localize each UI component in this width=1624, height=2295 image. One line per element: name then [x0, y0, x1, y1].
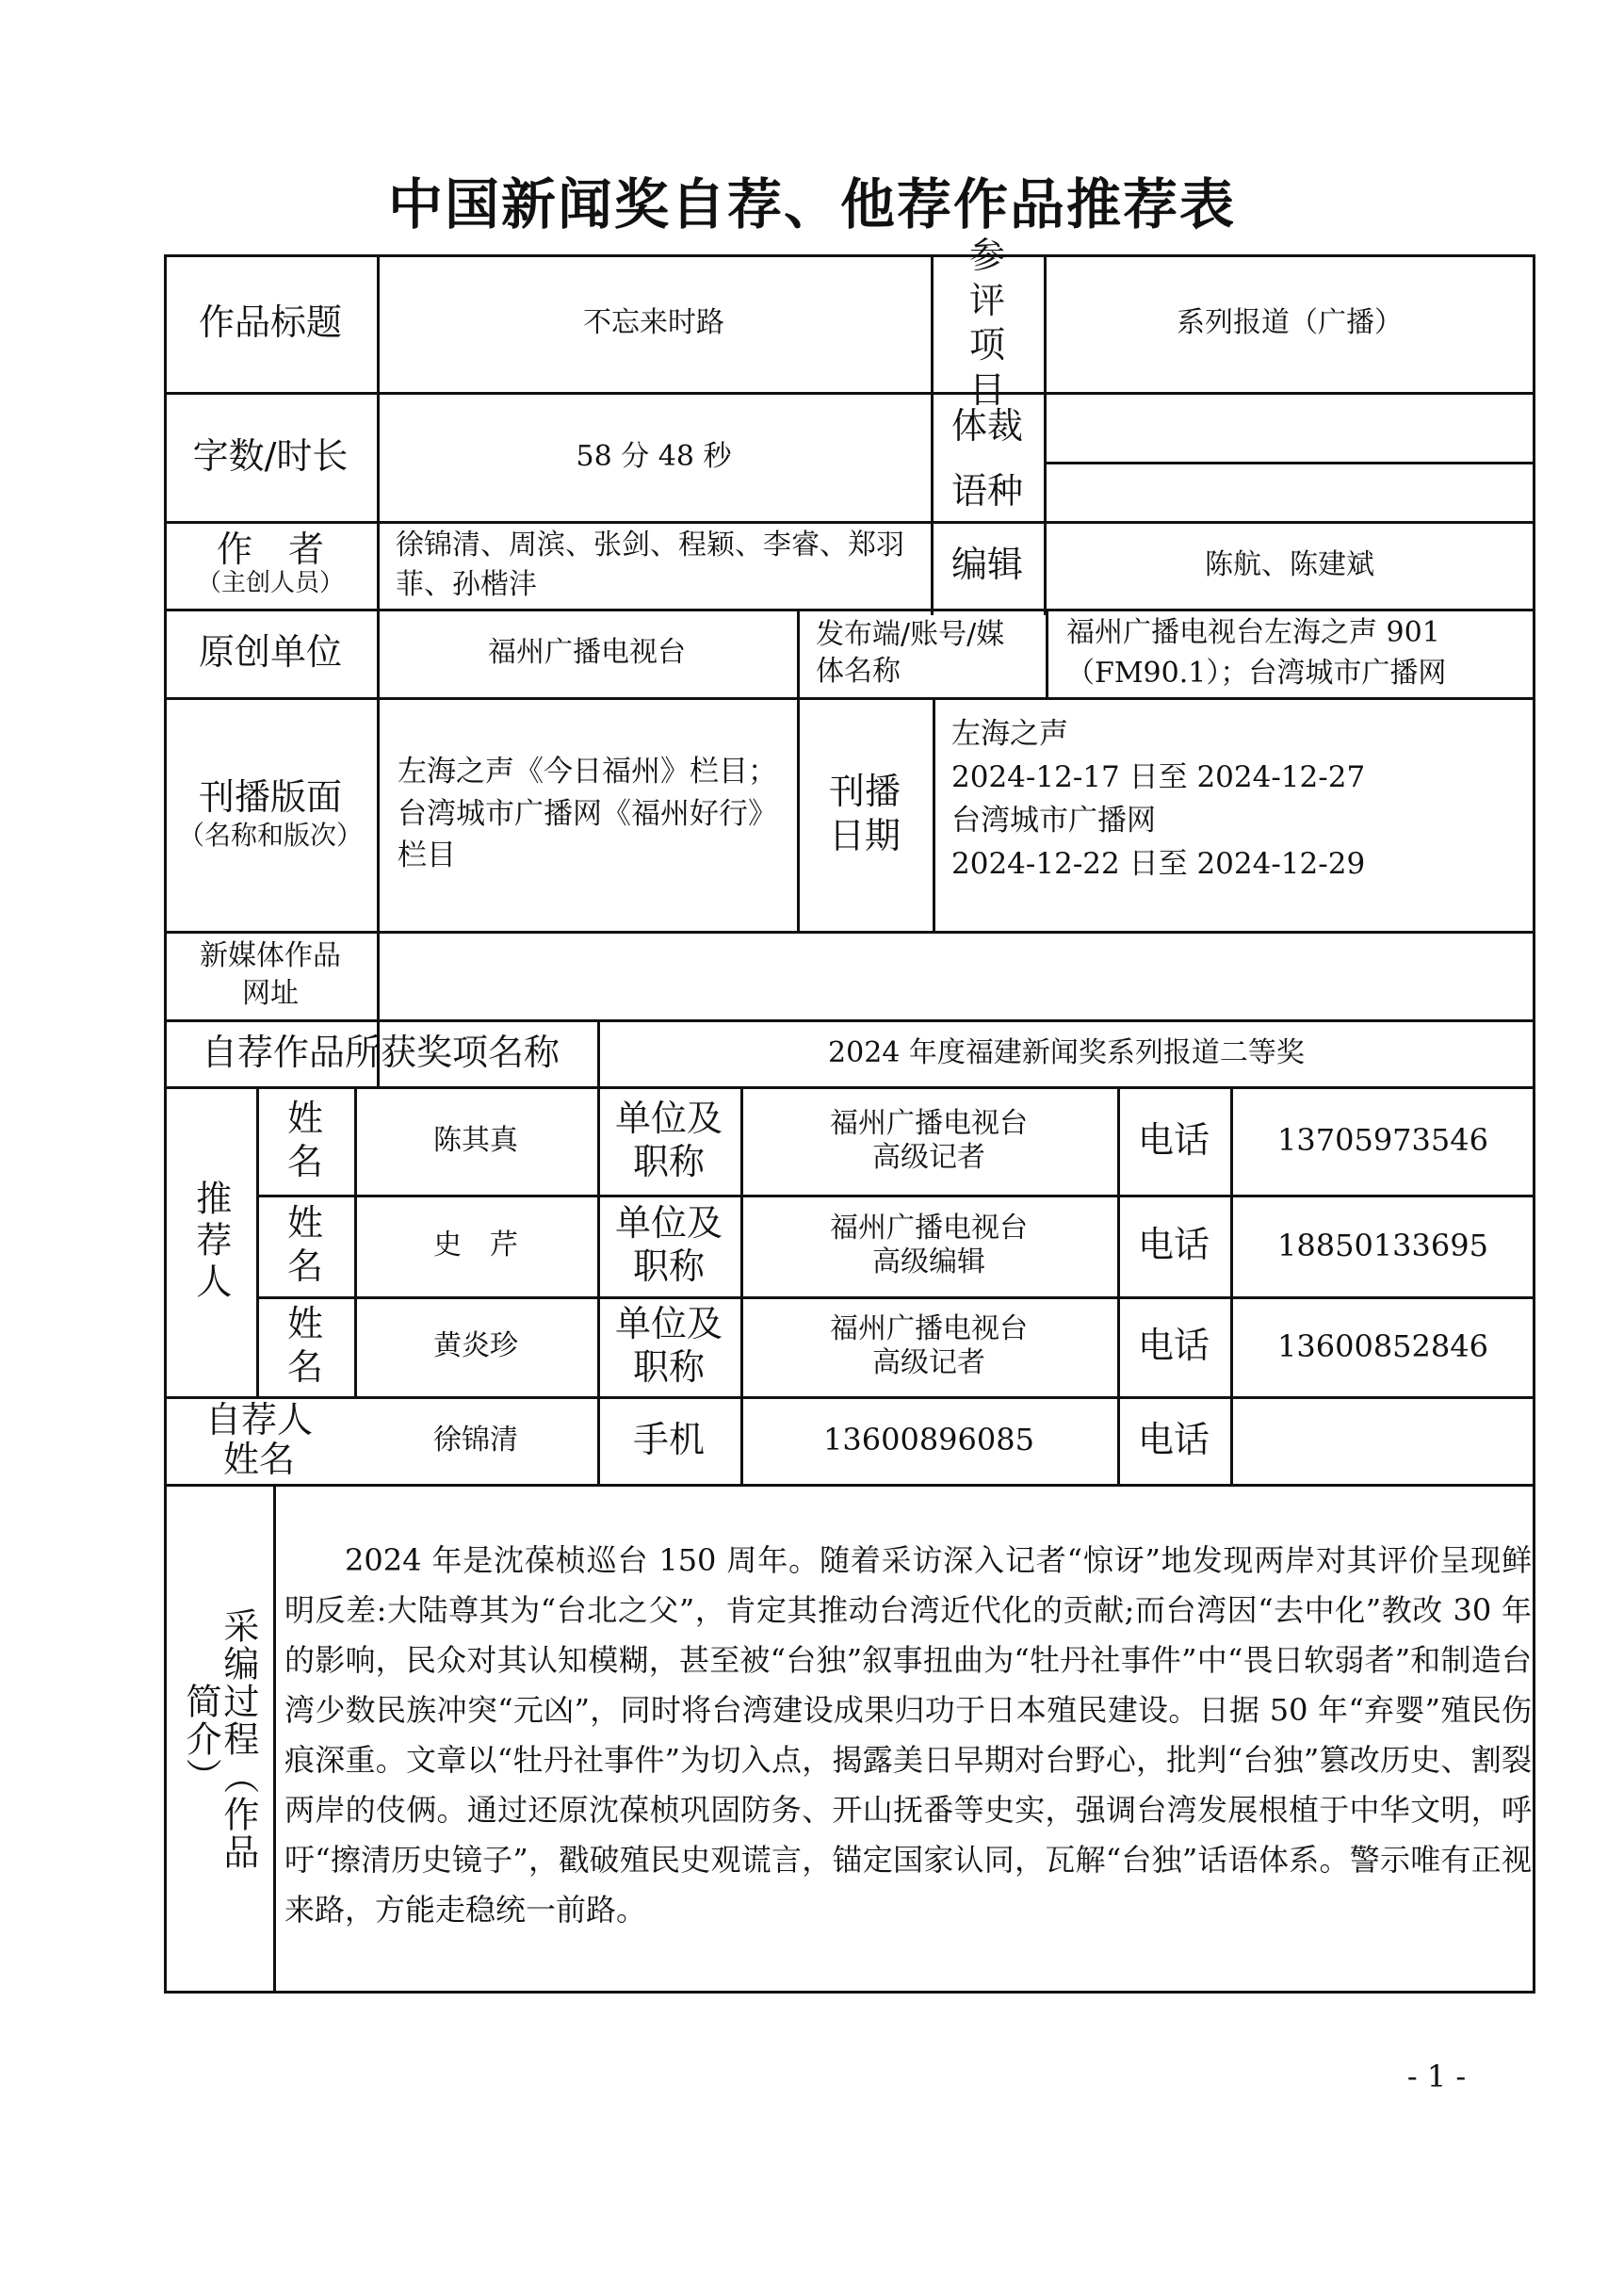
author-label: 作 者 — [216, 528, 324, 570]
recommender-1-name: 陈其真 — [433, 1123, 518, 1157]
page-number: - 1 - — [1406, 2059, 1467, 2094]
author-value: 徐锦清、周滨、张剑、程颖、李睿、郑羽菲、孙楷沣 — [396, 528, 904, 601]
recommenders-label: 推荐人 — [189, 1179, 232, 1304]
genre-value — [1044, 392, 1535, 462]
self-phone-label: 电话 — [1137, 1418, 1210, 1460]
recommender-1-unit-label: 单位及职称 — [614, 1097, 723, 1182]
author-label-cell — [164, 521, 377, 609]
url-value — [377, 931, 1535, 1019]
self-recommender-label: 自荐人姓名 — [204, 1398, 313, 1480]
self-recommender-phone — [1230, 1396, 1535, 1484]
recommender-1-name-label: 姓名 — [286, 1097, 323, 1182]
recommender-3-phone-label: 电话 — [1137, 1325, 1210, 1367]
layout-sublabel: （名称和版次） — [177, 820, 363, 851]
language-value — [1044, 462, 1535, 521]
original-unit-value: 福州广播电视台 — [488, 636, 686, 669]
awards-label: 自荐作品所获奖项名称 — [201, 1031, 560, 1073]
form-title: 中国新闻奖自荐、他荐作品推荐表 — [387, 172, 1236, 236]
self-recommender-mobile: 13600896085 — [823, 1422, 1034, 1458]
author-sublabel: （主创人员） — [196, 568, 344, 597]
publish-date-line-1: 左海之声 — [951, 717, 1068, 751]
language-label: 语种 — [950, 469, 1023, 512]
layout-label: 刊播版面 — [198, 776, 342, 819]
genre-label: 体裁 — [950, 405, 1023, 448]
original-unit-label: 原创单位 — [198, 631, 342, 674]
self-recommender-name: 徐锦清 — [433, 1423, 518, 1457]
recommender-2-phone: 18850133695 — [1277, 1227, 1488, 1263]
category-label: 参评项目 — [968, 235, 1005, 411]
recommender-3-phone: 13600852846 — [1277, 1327, 1488, 1364]
category-value: 系列报道（广播） — [1177, 306, 1403, 339]
recommender-1-phone: 13705973546 — [1277, 1122, 1488, 1159]
publish-date-line-4: 2024-12-22 日至 2024-12-29 — [951, 847, 1366, 881]
recommender-3-name: 黄炎珍 — [433, 1329, 518, 1362]
recommender-3-unit-label: 单位及职称 — [614, 1303, 723, 1388]
recommender-2-phone-label: 电话 — [1137, 1224, 1210, 1266]
publish-date-line-3: 台湾城市广播网 — [951, 804, 1156, 838]
recommender-2-name: 史 芹 — [433, 1229, 518, 1261]
intro-label: 采编过程（作品简介） — [180, 1606, 259, 1871]
layout-value: 左海之声《今日福州》栏目；台湾城市广播网《福州好行》栏目 — [398, 754, 777, 873]
col-divider — [273, 1484, 276, 1994]
work-title-value: 不忘来时路 — [583, 306, 724, 339]
col-divider — [933, 697, 935, 931]
editor-value: 陈航、陈建斌 — [1205, 547, 1374, 581]
publish-date-label: 刊播日期 — [829, 770, 901, 856]
length-value: 58 分 48 秒 — [576, 439, 732, 473]
awards-value: 2024 年度福建新闻奖系列报道二等奖 — [828, 1035, 1305, 1069]
publisher-value: 福州广播电视台左海之声 901（FM90.1）；台湾城市广播网 — [1066, 615, 1447, 690]
editor-label: 编辑 — [950, 543, 1023, 585]
recommender-1-phone-label: 电话 — [1137, 1118, 1210, 1161]
url-label: 新媒体作品网址 — [200, 938, 341, 1010]
mobile-label: 手机 — [632, 1418, 705, 1460]
length-label: 字数/时长 — [192, 434, 349, 477]
recommender-2-name-label: 姓名 — [286, 1202, 323, 1287]
row-divider — [164, 1484, 1535, 1487]
publisher-label: 发布端/账号/媒体名称 — [816, 618, 1005, 688]
recommender-3-name-label: 姓名 — [286, 1303, 323, 1388]
recommender-1-unit: 福州广播电视台 高级记者 — [830, 1106, 1028, 1174]
recommender-3-unit: 福州广播电视台 高级记者 — [830, 1312, 1028, 1379]
intro-text: 2024 年是沈葆桢巡台 150 周年。随着采访深入记者“惊讶”地发现两岸对其评价呈现鲜明反差:大陆尊其为“台北之父”，肯定其推动台湾近代化的贡献;而台湾因“去中化”教改 30 年的影响，民众对其认知模糊，甚至被“台独”叙事扭曲为“牡丹社事件”中“畏日软弱者”和制造台湾少数民族冲突“元凶”，同时将台湾建设成果归功于日本殖民建设。日据 50 年“弃婴”殖民伤痕深重。文章以“牡丹社事件”为切入点，揭露美日早期对台野心，批判“台独”篡改历史、割裂两岸的伎俩。通过还原沈葆桢巩固防务、开山抚番等史实，强调台湾发展根植于中华文明，呼吁“擦清历史镜子”，戳破殖民史观谎言，锚定国家认同，瓦解“台独”话语体系。警示唯有正视来路，方能走稳统一前路。 — [284, 1542, 1532, 1928]
publish-date-line-2: 2024-12-17 日至 2024-12-27 — [951, 760, 1366, 794]
work-title-label: 作品标题 — [198, 301, 342, 344]
layout-label-cell — [164, 697, 377, 931]
recommender-2-unit-label: 单位及职称 — [614, 1202, 723, 1287]
recommender-2-unit: 福州广播电视台 高级编辑 — [830, 1212, 1028, 1278]
